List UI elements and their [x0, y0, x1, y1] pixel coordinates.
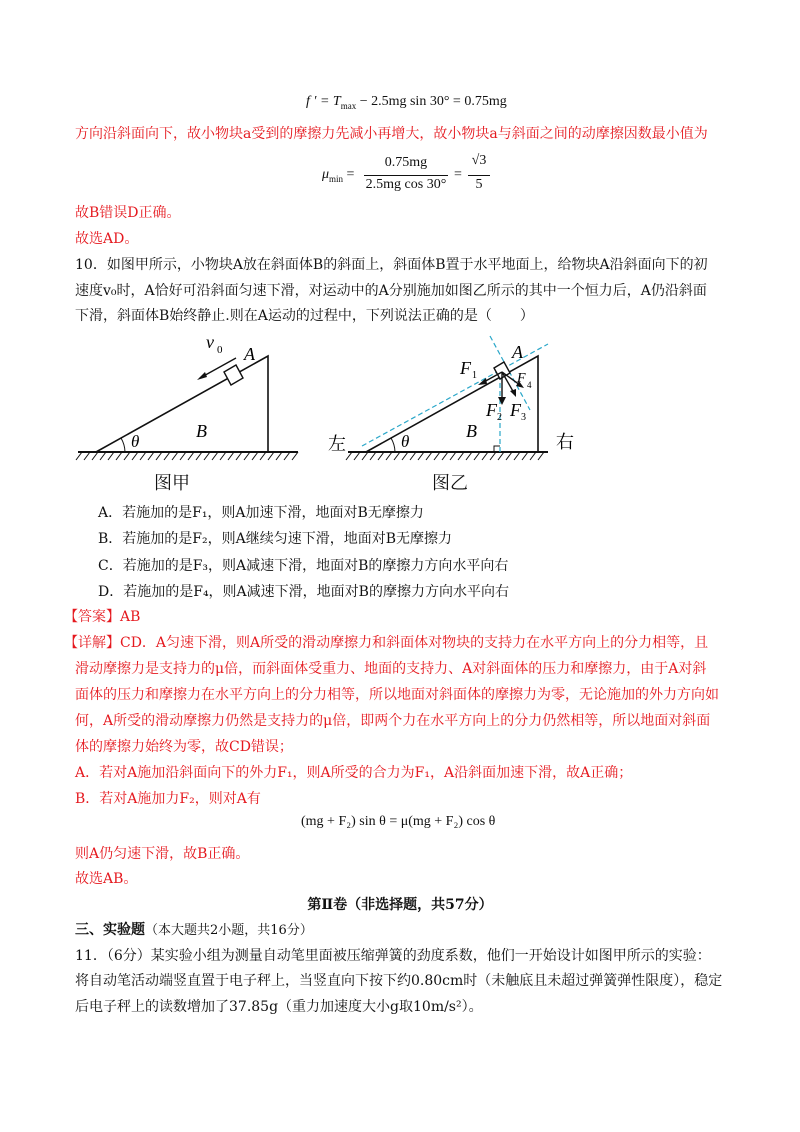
b-wrong-line: 故B错误D正确。	[75, 205, 181, 221]
section-2-title: 第Ⅱ卷（非选择题，共57分）	[307, 897, 493, 913]
detail-line-1: 【详解】CD．A匀速下滑，则A所受的滑动摩擦力和斜面体对物块的支持力在水平方向上的分力相等，且	[64, 635, 709, 651]
choose-ad-line: 故选AD。	[75, 231, 139, 247]
eq2-num1: 0.75mg	[384, 155, 428, 170]
equation-uniform: (mg + F₂) sin θ = μ(mg + F₂) cos θ	[301, 814, 496, 829]
eq2-mu: μ	[322, 167, 330, 182]
right-label: 右	[556, 432, 574, 452]
fig1-caption: 图甲	[154, 473, 190, 494]
choose-ab-line: 故选AB。	[75, 871, 138, 887]
f3-label: F	[510, 400, 521, 420]
option-a: A．若施加的是F₁，则A加速下滑，地面对B无摩擦力	[98, 505, 424, 521]
detail-line-5: 体的摩擦力始终为零，故CD错误；	[75, 739, 293, 755]
figure-jia	[76, 332, 298, 460]
detail-line-6: A．若对A施加沿斜面向下的外力F₁，则A所受的合力为F₁，A沿斜面加速下滑，故A正确；	[75, 765, 633, 781]
eq2-bar2	[468, 175, 490, 176]
theta-jia: θ	[131, 432, 140, 451]
fig2-caption: 图乙	[432, 473, 468, 494]
left-label: 左	[328, 434, 346, 454]
f2-sub: 2	[497, 412, 502, 423]
eq2-bar1	[364, 175, 448, 176]
f2-label: F	[486, 400, 497, 420]
figure-yi	[328, 336, 574, 460]
option-b: B．若施加的是F₂，则A继续匀速下滑，地面对B无摩擦力	[98, 531, 453, 547]
f1-label: F	[460, 358, 471, 378]
q11-line1: 11．（6分）某实验小组为测量自动笔里面被压缩弹簧的劲度系数，他们一开始设计如图甲所示的实验：	[75, 948, 711, 964]
section-3-rest: （本大题共2小题，共16分）	[145, 923, 313, 938]
label-b-yi: B	[466, 421, 477, 441]
q10-line2: 速度v₀时，A恰好可沿斜面匀速下滑，对运动中的A分别施加如图乙所示的其中一个恒力后，A仍沿斜面	[75, 283, 707, 299]
q11-line2: 将自动笔活动端竖直置于电子秤上，当竖直向下按下约0.80cm时（未触底且未超过弹簧弹性限度），稳定	[75, 973, 723, 989]
detail-line-7: B．若对A施加力F₂，则对A有	[75, 791, 261, 807]
theta-yi: θ	[401, 432, 410, 451]
f4-label: F	[517, 371, 526, 386]
eq1-tsub: max	[340, 100, 357, 111]
incline-figures	[0, 330, 800, 500]
eq2-num2: √3	[471, 153, 487, 168]
eq1-lhs: f ′ =	[306, 94, 330, 109]
detail-line-3: 面体的压力和摩擦力在水平方向上的分力相等，所以地面对斜面体的摩擦力为零，无论施加的外力方向如	[75, 687, 719, 703]
eq2-eq2: =	[454, 167, 462, 182]
f1-sub: 1	[472, 370, 477, 381]
after-eq3-line: 则A仍匀速下滑，故B正确。	[75, 846, 250, 862]
eq1-t: T	[332, 94, 341, 109]
option-d: D．若施加的是F₄，则A减速下滑，地面对B的摩擦力方向水平向右	[98, 584, 509, 600]
label-a-jia: A	[244, 344, 255, 364]
detail-line-2: 滑动摩擦力是支持力的μ倍，而斜面体受重力、地面的支持力、A对斜面体的压力和摩擦力，由于A对斜	[75, 661, 707, 677]
eq2-den2: 5	[475, 177, 483, 192]
q10-line3: 下滑，斜面体B始终静止.则在A运动的过程中，下列说法正确的是（ ）	[75, 308, 534, 324]
q10-line1: 10．如图甲所示，小物块A放在斜面体B的斜面上，斜面体B置于水平地面上，给物块A沿斜面向下的初	[75, 257, 708, 273]
eq1-rest: − 2.5mg sin 30° = 0.75mg	[359, 94, 507, 109]
direction-line: 方向沿斜面向下，故小物块a受到的摩擦力先减小再增大，故小物块a与斜面之间的动摩擦因数最小值为	[75, 126, 708, 142]
q11-line3: 后电子秤上的读数增加了37.85g（重力加速度大小g取10m/s²）。	[75, 999, 483, 1015]
v0-sub: 0	[217, 344, 223, 356]
eq2-den1: 2.5mg cos 30°	[365, 177, 447, 192]
equation-friction	[306, 94, 507, 111]
detail-line-4: 何，A所受的滑动摩擦力仍然是支持力的μ倍，即两个力在水平方向上的分力仍然相等，所以地面对斜面	[75, 713, 711, 729]
eq2-musub: min	[329, 173, 344, 184]
f3-sub: 3	[521, 412, 526, 423]
label-a-yi: A	[512, 342, 523, 362]
section-3-head: 三、实验题	[75, 922, 145, 938]
section-3-heading	[75, 920, 313, 941]
label-b-jia: B	[196, 421, 207, 441]
eq2-eq1: =	[346, 167, 355, 182]
option-c: C．若施加的是F₃，则A减速下滑，地面对B的摩擦力方向水平向右	[98, 558, 509, 574]
f4-sub: 4	[527, 380, 532, 390]
v0-label: v	[206, 332, 214, 352]
answer-line: 【答案】AB	[64, 609, 141, 625]
